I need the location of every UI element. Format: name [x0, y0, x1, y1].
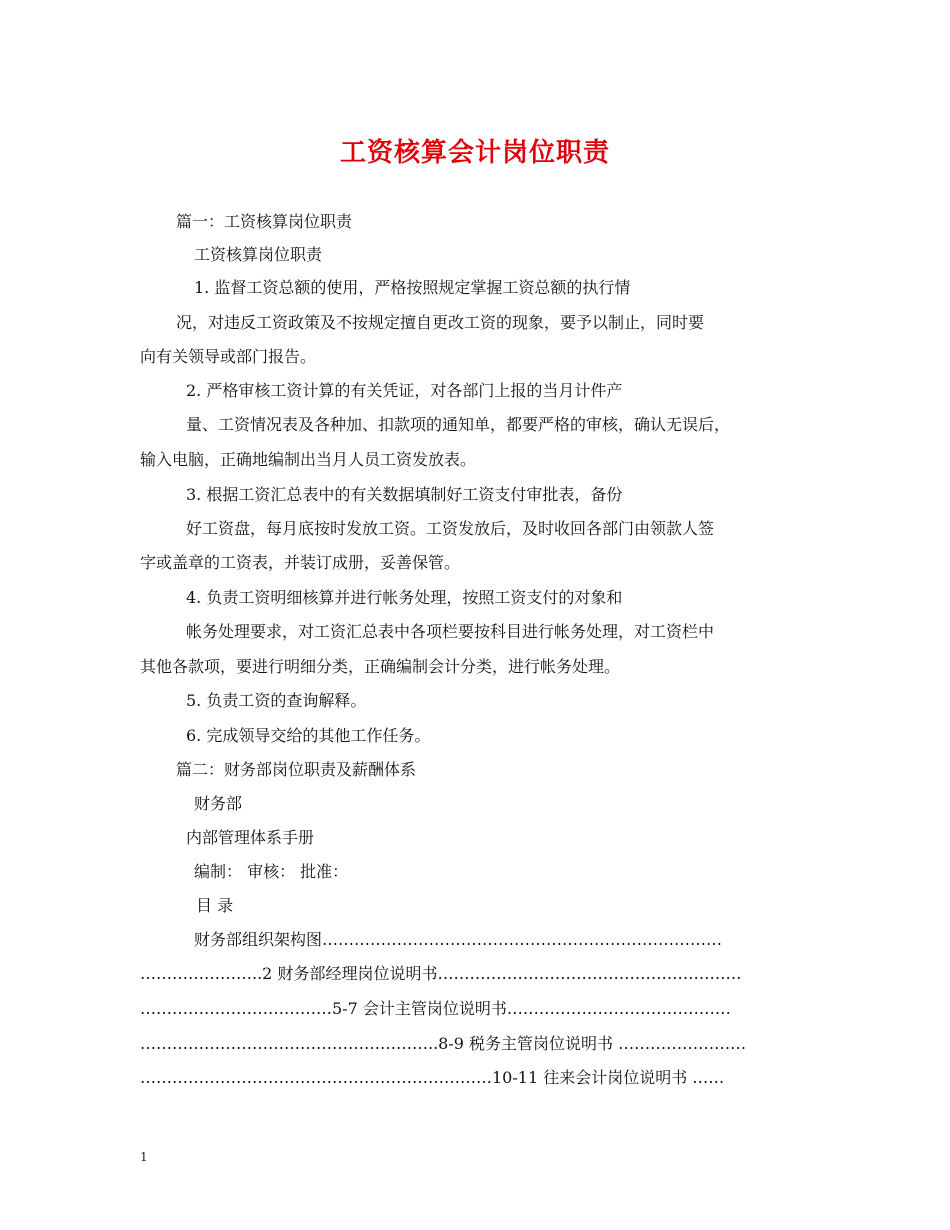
paragraph-line: 财务部 — [194, 794, 243, 813]
toc-line: ………………………………………………..8-9 税务主管岗位说明书 …………………… — [140, 1034, 747, 1053]
section-heading-1: 篇一：工资核算岗位职责 — [176, 212, 353, 231]
signoff-line: 编制： 审核： 批准： — [194, 862, 349, 881]
paragraph-line: 5. 负责工资的查询解释。 — [186, 691, 367, 710]
toc-line: …………………………………………………………10-11 往来会计岗位说明书 …… — [140, 1068, 725, 1087]
paragraph-line: 其他各款项，要进行明细分类，正确编制会计分类，进行帐务处理。 — [140, 657, 621, 676]
paragraph-line: 1. 监督工资总额的使用，严格按照规定掌握工资总额的执行情 — [194, 278, 631, 297]
paragraph-line: 6. 完成领导交给的其他工作任务。 — [186, 726, 431, 745]
paragraph-line: 帐务处理要求，对工资汇总表中各项栏要按科目进行帐务处理，对工资栏中 — [186, 622, 715, 641]
paragraph-line: 况，对违反工资政策及不按规定擅自更改工资的现象，要予以制止，同时要 — [176, 313, 705, 332]
page-title: 工资核算会计岗位职责 — [339, 138, 610, 168]
subheading: 工资核算岗位职责 — [194, 245, 323, 264]
paragraph-line: 4. 负责工资明细核算并进行帐务处理，按照工资支付的对象和 — [186, 588, 623, 607]
toc-line: ………………………………5-7 会计主管岗位说明书…………………………………… — [140, 999, 731, 1018]
page-number: 1 — [140, 1150, 148, 1164]
paragraph-line: 2. 严格审核工资计算的有关凭证，对各部门上报的当月计件产 — [186, 381, 623, 400]
paragraph-line: 好工资盘，每月底按时发放工资。工资发放后，及时收回各部门由领款人签 — [186, 519, 715, 538]
paragraph-line: 内部管理体系手册 — [186, 828, 315, 847]
toc-line: 财务部组织架构图………………………………………………………………… — [194, 930, 723, 949]
paragraph-line: 向有关领导或部门报告。 — [140, 347, 317, 366]
paragraph-line: 输入电脑，正确地编制出当月人员工资发放表。 — [140, 450, 477, 469]
paragraph-line: 字或盖章的工资表，并装订成册，妥善保管。 — [140, 553, 461, 572]
toc-heading: 目 录 — [196, 896, 234, 915]
paragraph-line: 量、工资情况表及各种加、扣款项的通知单，都要严格的审核，确认无误后， — [186, 415, 731, 434]
paragraph-line: 3. 根据工资汇总表中的有关数据填制好工资支付审批表，备份 — [186, 485, 623, 504]
toc-line: …………………..2 财务部经理岗位说明书………………………………………………… — [140, 964, 742, 983]
section-heading-2: 篇二：财务部岗位职责及薪酬体系 — [176, 760, 417, 779]
